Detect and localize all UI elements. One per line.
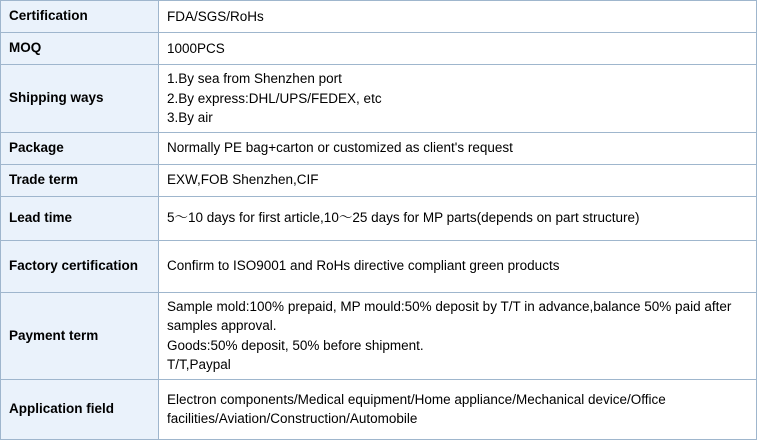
value-line: 5～10 days for first article,10～25 days for MP parts(depends on part structure) — [167, 210, 640, 226]
row-label-factory-certification: Factory certification — [1, 240, 159, 292]
table-row — [1, 292, 757, 379]
value-line: Confirm to ISO9001 and RoHs directive compliant green products — [167, 258, 560, 274]
table-row — [1, 196, 757, 240]
value-line: T/T,Paypal — [167, 357, 231, 373]
row-value-factory-certification — [159, 240, 757, 292]
row-label-payment-term: Payment term — [1, 292, 159, 379]
table-row — [1, 1, 757, 33]
row-label-application-field: Application field — [1, 379, 159, 439]
table-row — [1, 33, 757, 65]
table-row — [1, 65, 757, 133]
row-label-package: Package — [1, 132, 159, 164]
value-line: 1000PCS — [167, 40, 225, 56]
table-row — [1, 240, 757, 292]
value-line: Electron components/Medical equipment/Home appliance/Mechanical device/Office facilities/Aviation/Construction/Automobile — [167, 391, 670, 427]
row-value-shipping-ways — [159, 65, 757, 133]
table-row — [1, 164, 757, 196]
row-value-certification — [159, 1, 757, 33]
row-label-certification: Certification — [1, 1, 159, 33]
spec-table-body — [1, 1, 757, 440]
row-label-shipping-ways: Shipping ways — [1, 65, 159, 133]
value-line: FDA/SGS/RoHs — [167, 8, 264, 24]
value-line: Sample mold:100% prepaid, MP mould:50% deposit by T/T in advance,balance 50% paid after samples approval. — [167, 298, 736, 334]
value-line: 2.By express:DHL/UPS/FEDEX, etc — [167, 90, 382, 106]
value-line: Normally PE bag+carton or customized as client's request — [167, 140, 513, 156]
row-value-moq — [159, 33, 757, 65]
value-line: 3.By air — [167, 110, 213, 126]
row-value-trade-term — [159, 164, 757, 196]
value-line: 1.By sea from Shenzhen port — [167, 71, 342, 86]
row-value-package — [159, 132, 757, 164]
row-label-trade-term: Trade term — [1, 164, 159, 196]
table-row — [1, 379, 757, 439]
value-line: EXW,FOB Shenzhen,CIF — [167, 172, 319, 188]
row-label-lead-time: Lead time — [1, 196, 159, 240]
value-line: Goods:50% deposit, 50% before shipment. — [167, 337, 424, 353]
row-label-moq: MOQ — [1, 33, 159, 65]
row-value-application-field — [159, 379, 757, 439]
row-value-payment-term — [159, 292, 757, 379]
table-row — [1, 132, 757, 164]
row-value-lead-time — [159, 196, 757, 240]
